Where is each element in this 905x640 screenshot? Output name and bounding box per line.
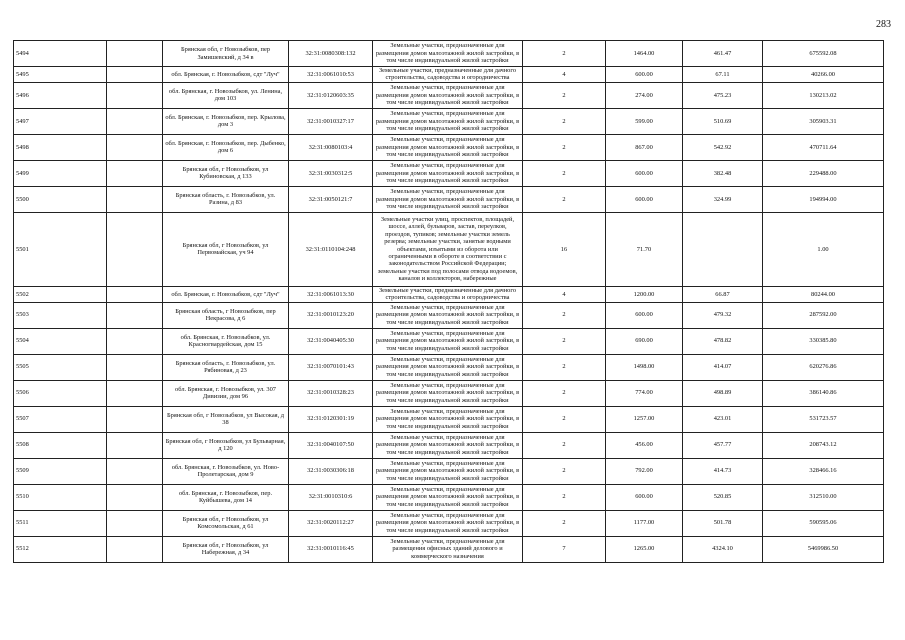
- spacer-cell: [107, 510, 163, 536]
- address-cell: обл. Брянская, г. Новозыбков, сдт "Луч": [163, 67, 289, 83]
- table-row: [14, 160, 884, 186]
- cadastral-value-cell: 531723.57: [763, 406, 884, 432]
- area-cell: 600.00: [606, 186, 683, 212]
- spacer-cell: [107, 432, 163, 458]
- spacer-cell: [107, 160, 163, 186]
- category-cell: 2: [523, 302, 606, 328]
- category-cell: 4: [523, 67, 606, 83]
- address-cell: Брянская обл, г Новозыбков, ул Комсомольская, д 61: [163, 510, 289, 536]
- spacer-cell: [107, 484, 163, 510]
- cadastral-value-cell: 5469986.50: [763, 536, 884, 562]
- row-number: 5494: [14, 41, 107, 67]
- land-use-cell: Земельные участки, предназначенные для размещения домов малоэтажной жилой застройки, в том числе индивидуальной жилой застройки: [373, 108, 523, 134]
- specific-value-cell: 501.78: [683, 510, 763, 536]
- cadastral-value-cell: 40266.00: [763, 67, 884, 83]
- cadastral-number-cell: 32:31:0020112:27: [289, 510, 373, 536]
- cadastral-number-cell: 32:31:0010327:17: [289, 108, 373, 134]
- cadastral-value-cell: 80244.00: [763, 286, 884, 302]
- cadastral-value-cell: 590595.06: [763, 510, 884, 536]
- category-cell: 2: [523, 432, 606, 458]
- land-use-cell: Земельные участки, предназначенные для дачного строительства, садоводства и огородничества: [373, 286, 523, 302]
- area-cell: 774.00: [606, 380, 683, 406]
- cadastral-number-cell: 32:31:0010328:23: [289, 380, 373, 406]
- category-cell: 2: [523, 134, 606, 160]
- address-cell: обл. Брянская, г. Новозыбков, ул. Красногвардейская, дом 15: [163, 328, 289, 354]
- land-use-cell: Земельные участки, предназначенные для размещения домов малоэтажной жилой застройки, в том числе индивидуальной жилой застройки: [373, 510, 523, 536]
- land-use-cell: Земельные участки, предназначенные для размещения домов малоэтажной жилой застройки, в том числе индивидуальной жилой застройки: [373, 82, 523, 108]
- cadastral-value-cell: 1.00: [763, 212, 884, 286]
- row-number: 5500: [14, 186, 107, 212]
- table-row: [14, 212, 884, 286]
- table-row: [14, 82, 884, 108]
- spacer-cell: [107, 186, 163, 212]
- specific-value-cell: 457.77: [683, 432, 763, 458]
- page-number: 283: [876, 19, 891, 30]
- address-cell: обл. Брянская, г. Новозыбков, сдт "Луч": [163, 286, 289, 302]
- table-row: [14, 302, 884, 328]
- cadastral-value-table: [13, 40, 884, 563]
- cadastral-number-cell: 32:31:0120301:19: [289, 406, 373, 432]
- row-number: 5509: [14, 458, 107, 484]
- specific-value-cell: 461.47: [683, 41, 763, 67]
- cadastral-number-cell: 32:31:0040405:30: [289, 328, 373, 354]
- category-cell: 2: [523, 82, 606, 108]
- specific-value-cell: [683, 212, 763, 286]
- table-row: [14, 328, 884, 354]
- row-number: 5498: [14, 134, 107, 160]
- row-number: 5505: [14, 354, 107, 380]
- specific-value-cell: 423.01: [683, 406, 763, 432]
- land-use-cell: Земельные участки, предназначенные для размещения домов малоэтажной жилой застройки, в том числе индивидуальной жилой застройки: [373, 484, 523, 510]
- cadastral-number-cell: 32:31:0080308:132: [289, 41, 373, 67]
- address-cell: обл. Брянская, г. Новозыбков, пер. Куйбышева, дом 14: [163, 484, 289, 510]
- category-cell: 16: [523, 212, 606, 286]
- category-cell: 2: [523, 328, 606, 354]
- spacer-cell: [107, 286, 163, 302]
- area-cell: 1464.00: [606, 41, 683, 67]
- category-cell: 2: [523, 160, 606, 186]
- category-cell: 2: [523, 406, 606, 432]
- specific-value-cell: 475.23: [683, 82, 763, 108]
- specific-value-cell: 382.48: [683, 160, 763, 186]
- row-number: 5507: [14, 406, 107, 432]
- cadastral-value-cell: 305903.31: [763, 108, 884, 134]
- category-cell: 2: [523, 41, 606, 67]
- specific-value-cell: 4324.10: [683, 536, 763, 562]
- specific-value-cell: 498.89: [683, 380, 763, 406]
- row-number: 5510: [14, 484, 107, 510]
- land-use-cell: Земельные участки, предназначенные для размещения домов малоэтажной жилой застройки, в том числе индивидуальной жилой застройки: [373, 41, 523, 67]
- area-cell: 274.00: [606, 82, 683, 108]
- land-use-cell: Земельные участки, предназначенные для размещения домов малоэтажной жилой застройки, в том числе индивидуальной жилой застройки: [373, 380, 523, 406]
- address-cell: Брянская обл, г Новозыбков, ул Набережная, д 34: [163, 536, 289, 562]
- spacer-cell: [107, 212, 163, 286]
- category-cell: 2: [523, 108, 606, 134]
- land-use-cell: Земельные участки, предназначенные для размещения домов малоэтажной жилой застройки, в том числе индивидуальной жилой застройки: [373, 302, 523, 328]
- spacer-cell: [107, 380, 163, 406]
- cadastral-number-cell: 32:31:0010123:20: [289, 302, 373, 328]
- address-cell: обл. Брянская, г. Новозыбков, ул. Ленина, дом 103: [163, 82, 289, 108]
- land-use-cell: Земельные участки, предназначенные для размещения домов малоэтажной жилой застройки, в том числе индивидуальной жилой застройки: [373, 328, 523, 354]
- land-use-cell: Земельные участки, предназначенные для размещения домов малоэтажной жилой застройки, в том числе индивидуальной жилой застройки: [373, 432, 523, 458]
- row-number: 5504: [14, 328, 107, 354]
- category-cell: 2: [523, 354, 606, 380]
- specific-value-cell: 510.69: [683, 108, 763, 134]
- cadastral-number-cell: 32:31:0010116:45: [289, 536, 373, 562]
- category-cell: 2: [523, 458, 606, 484]
- spacer-cell: [107, 82, 163, 108]
- cadastral-value-cell: 330385.80: [763, 328, 884, 354]
- spacer-cell: [107, 406, 163, 432]
- row-number: 5501: [14, 212, 107, 286]
- spacer-cell: [107, 108, 163, 134]
- area-cell: 792.00: [606, 458, 683, 484]
- spacer-cell: [107, 458, 163, 484]
- row-number: 5506: [14, 380, 107, 406]
- table-row: [14, 67, 884, 83]
- row-number: 5496: [14, 82, 107, 108]
- cadastral-number-cell: 32:31:0061010:53: [289, 67, 373, 83]
- land-use-cell: Земельные участки улиц, проспектов, площадей, шоссе, аллей, бульваров, застав, переулков, проездов, тупиков; земельные участки земель резерва; земельные участки, занятые водными объектами, изъятыми из оборота или ограниченными в обороте в соответствии с законодательством Российской Федерации; земельные участки под полосами отвода водоемов, каналов и коллекторов, набережные: [373, 212, 523, 286]
- cadastral-number-cell: 32:31:0120603:35: [289, 82, 373, 108]
- area-cell: 599.00: [606, 108, 683, 134]
- land-use-cell: Земельные участки, предназначенные для размещения домов малоэтажной жилой застройки, в том числе индивидуальной жилой застройки: [373, 134, 523, 160]
- area-cell: 1200.00: [606, 286, 683, 302]
- specific-value-cell: 414.07: [683, 354, 763, 380]
- cadastral-number-cell: 32:31:0070101:43: [289, 354, 373, 380]
- spacer-cell: [107, 328, 163, 354]
- land-use-cell: Земельные участки, предназначенные для размещения домов малоэтажной жилой застройки, в том числе индивидуальной жилой застройки: [373, 406, 523, 432]
- land-use-cell: Земельные участки, предназначенные для размещения домов малоэтажной жилой застройки, в том числе индивидуальной жилой застройки: [373, 160, 523, 186]
- specific-value-cell: 67.11: [683, 67, 763, 83]
- cadastral-value-cell: 194994.00: [763, 186, 884, 212]
- cadastral-value-cell: 229488.00: [763, 160, 884, 186]
- address-cell: Брянская область, г. Новозыбков, ул. Рябиновая, д 23: [163, 354, 289, 380]
- table-row: [14, 354, 884, 380]
- cadastral-value-cell: 130213.02: [763, 82, 884, 108]
- cadastral-value-cell: 470711.64: [763, 134, 884, 160]
- area-cell: 1177.00: [606, 510, 683, 536]
- area-cell: 1265.00: [606, 536, 683, 562]
- address-cell: Брянская обл, г Новозыбков, ул Первомайская, уч 94: [163, 212, 289, 286]
- table-row: [14, 286, 884, 302]
- spacer-cell: [107, 67, 163, 83]
- cadastral-number-cell: 32:31:0030312:5: [289, 160, 373, 186]
- category-cell: 2: [523, 186, 606, 212]
- row-number: 5503: [14, 302, 107, 328]
- area-cell: 1498.00: [606, 354, 683, 380]
- area-cell: 600.00: [606, 67, 683, 83]
- cadastral-number-cell: 32:31:0061013:30: [289, 286, 373, 302]
- land-use-cell: Земельные участки, предназначенные для размещения офисных зданий делового и коммерческого назначения: [373, 536, 523, 562]
- row-number: 5511: [14, 510, 107, 536]
- row-number: 5497: [14, 108, 107, 134]
- specific-value-cell: 66.87: [683, 286, 763, 302]
- address-cell: Брянская обл, г Новозыбков, пер Замишевский, д 34 в: [163, 41, 289, 67]
- area-cell: 71.70: [606, 212, 683, 286]
- address-cell: Брянская обл, г Новозыбков, ул Бульварная, д 120: [163, 432, 289, 458]
- land-use-cell: Земельные участки, предназначенные для размещения домов малоэтажной жилой застройки, в том числе индивидуальной жилой застройки: [373, 458, 523, 484]
- address-cell: Брянская обл, г Новозыбков, ул Кубиновская, д 133: [163, 160, 289, 186]
- cadastral-number-cell: 32:31:0010310:6: [289, 484, 373, 510]
- category-cell: 2: [523, 484, 606, 510]
- table-row: [14, 484, 884, 510]
- table-row: [14, 108, 884, 134]
- category-cell: 7: [523, 536, 606, 562]
- row-number: 5499: [14, 160, 107, 186]
- address-cell: обл. Брянская, г. Новозыбков, пер. Крылова, дом 3: [163, 108, 289, 134]
- table-row: [14, 186, 884, 212]
- cadastral-number-cell: 32:31:0040107:50: [289, 432, 373, 458]
- specific-value-cell: 479.32: [683, 302, 763, 328]
- spacer-cell: [107, 536, 163, 562]
- specific-value-cell: 324.99: [683, 186, 763, 212]
- category-cell: 2: [523, 380, 606, 406]
- cadastral-value-cell: 208743.12: [763, 432, 884, 458]
- land-use-cell: Земельные участки, предназначенные для размещения домов малоэтажной жилой застройки, в том числе индивидуальной жилой застройки: [373, 354, 523, 380]
- cadastral-value-cell: 287592.00: [763, 302, 884, 328]
- table-row: [14, 510, 884, 536]
- specific-value-cell: 414.73: [683, 458, 763, 484]
- cadastral-value-cell: 328466.16: [763, 458, 884, 484]
- row-number: 5502: [14, 286, 107, 302]
- cadastral-number-cell: 32:31:0110104:248: [289, 212, 373, 286]
- address-cell: Брянская область, г Новозыбков, пер Некрасова, д 6: [163, 302, 289, 328]
- spacer-cell: [107, 302, 163, 328]
- cadastral-value-cell: 620276.86: [763, 354, 884, 380]
- land-use-cell: Земельные участки, предназначенные для дачного строительства, садоводства и огородничества: [373, 67, 523, 83]
- area-cell: 867.00: [606, 134, 683, 160]
- address-cell: обл. Брянская, г. Новозыбков, ул. Ново-Пролетарская, дом 9: [163, 458, 289, 484]
- cadastral-number-cell: 32:31:0080103:4: [289, 134, 373, 160]
- address-cell: обл. Брянская, г. Новозыбков, пер. Дыбенко, дом 6: [163, 134, 289, 160]
- specific-value-cell: 520.85: [683, 484, 763, 510]
- category-cell: 2: [523, 510, 606, 536]
- address-cell: Брянская область, г. Новозыбков, ул. Разина, д 83: [163, 186, 289, 212]
- table-row: [14, 134, 884, 160]
- address-cell: обл. Брянская, г. Новозыбков, ул. 307 Дивизии, дом 96: [163, 380, 289, 406]
- table-row: [14, 380, 884, 406]
- area-cell: 690.00: [606, 328, 683, 354]
- row-number: 5512: [14, 536, 107, 562]
- cadastral-value-cell: 675592.08: [763, 41, 884, 67]
- category-cell: 4: [523, 286, 606, 302]
- cadastral-number-cell: 32:31:0030306:18: [289, 458, 373, 484]
- spacer-cell: [107, 134, 163, 160]
- table-row: [14, 406, 884, 432]
- table-body: [14, 41, 884, 563]
- spacer-cell: [107, 41, 163, 67]
- specific-value-cell: 542.92: [683, 134, 763, 160]
- area-cell: 456.00: [606, 432, 683, 458]
- table-row: [14, 458, 884, 484]
- specific-value-cell: 478.82: [683, 328, 763, 354]
- land-use-cell: Земельные участки, предназначенные для размещения домов малоэтажной жилой застройки, в том числе индивидуальной жилой застройки: [373, 186, 523, 212]
- area-cell: 600.00: [606, 484, 683, 510]
- row-number: 5495: [14, 67, 107, 83]
- address-cell: Брянская обл, г Новозыбков, ул Высокая, д 38: [163, 406, 289, 432]
- cadastral-value-cell: 386140.86: [763, 380, 884, 406]
- area-cell: 600.00: [606, 302, 683, 328]
- cadastral-number-cell: 32:31:0050121:7: [289, 186, 373, 212]
- cadastral-value-cell: 312510.00: [763, 484, 884, 510]
- table-row: [14, 536, 884, 562]
- area-cell: 1257.00: [606, 406, 683, 432]
- area-cell: 600.00: [606, 160, 683, 186]
- spacer-cell: [107, 354, 163, 380]
- table-row: [14, 432, 884, 458]
- row-number: 5508: [14, 432, 107, 458]
- table-row: [14, 41, 884, 67]
